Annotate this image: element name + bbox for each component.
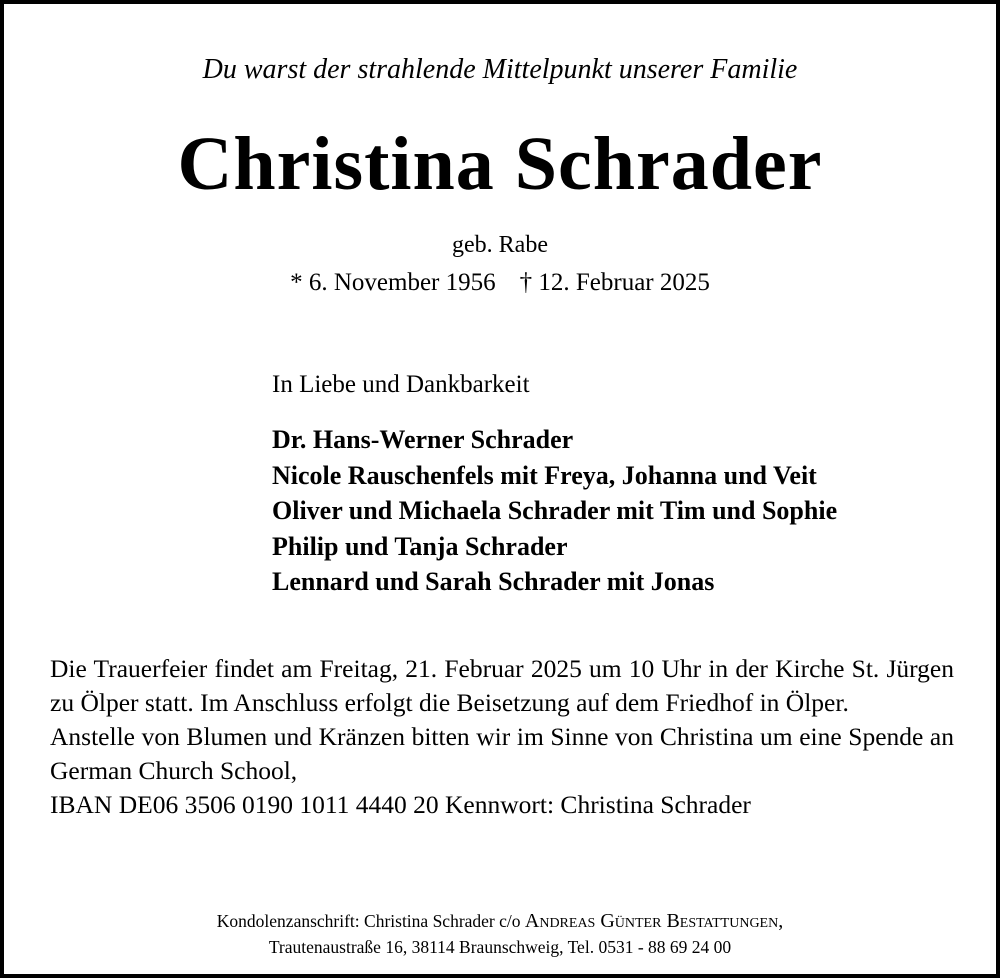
donation-request: Anstelle von Blumen und Kränzen bitten wir im Sinne von Christina um eine Spende an German Church School, — [50, 722, 954, 785]
mourner-name: Philip und Tanja Schrader — [272, 531, 568, 561]
mourners-list — [272, 422, 837, 600]
bank-details: IBAN DE06 3506 0190 1011 4440 20 Kennwort: Christina Schrader — [50, 790, 751, 819]
condolence-prefix: Kondolenzanschrift: Christina Schrader c/o — [216, 911, 521, 931]
funeral-info: Die Trauerfeier findet am Freitag, 21. Februar 2025 um 10 Uhr in der Kirche St. Jürgen zu Ölper statt. Im Anschluss erfolgt die Beisetzung auf dem Friedhof in Ölper. — [50, 654, 954, 717]
condolence-line — [4, 908, 996, 934]
mourner-name: Dr. Hans-Werner Schrader — [272, 425, 574, 454]
funeral-home-name: Andreas Günter Bestattungen, — [524, 910, 784, 932]
death-date: † 12. Februar 2025 — [519, 269, 710, 296]
mourner-name: Oliver und Michaela Schrader mit Tim und Sophie — [272, 496, 838, 525]
funeral-notice — [50, 652, 954, 822]
mourner-name: Lennard und Sarah Schrader mit Jonas — [272, 567, 715, 596]
condolence-address — [4, 908, 996, 960]
motto: Du warst der strahlende Mittelpunkt unserer Familie — [202, 54, 798, 85]
birth-name: geb. Rabe — [452, 232, 548, 258]
birth-date: * 6. November 1956 — [290, 269, 496, 296]
life-dates — [4, 269, 996, 297]
mourner-name: Nicole Rauschenfels mit Freya, Johanna und Veit — [272, 460, 817, 490]
deceased-name: Christina Schrader — [177, 122, 823, 206]
funeral-home-address: Trautenaustraße 16, 38114 Braunschweig, Tel. 0531 - 88 69 24 00 — [268, 937, 732, 957]
mourners-intro: In Liebe und Dankbarkeit — [272, 371, 530, 398]
